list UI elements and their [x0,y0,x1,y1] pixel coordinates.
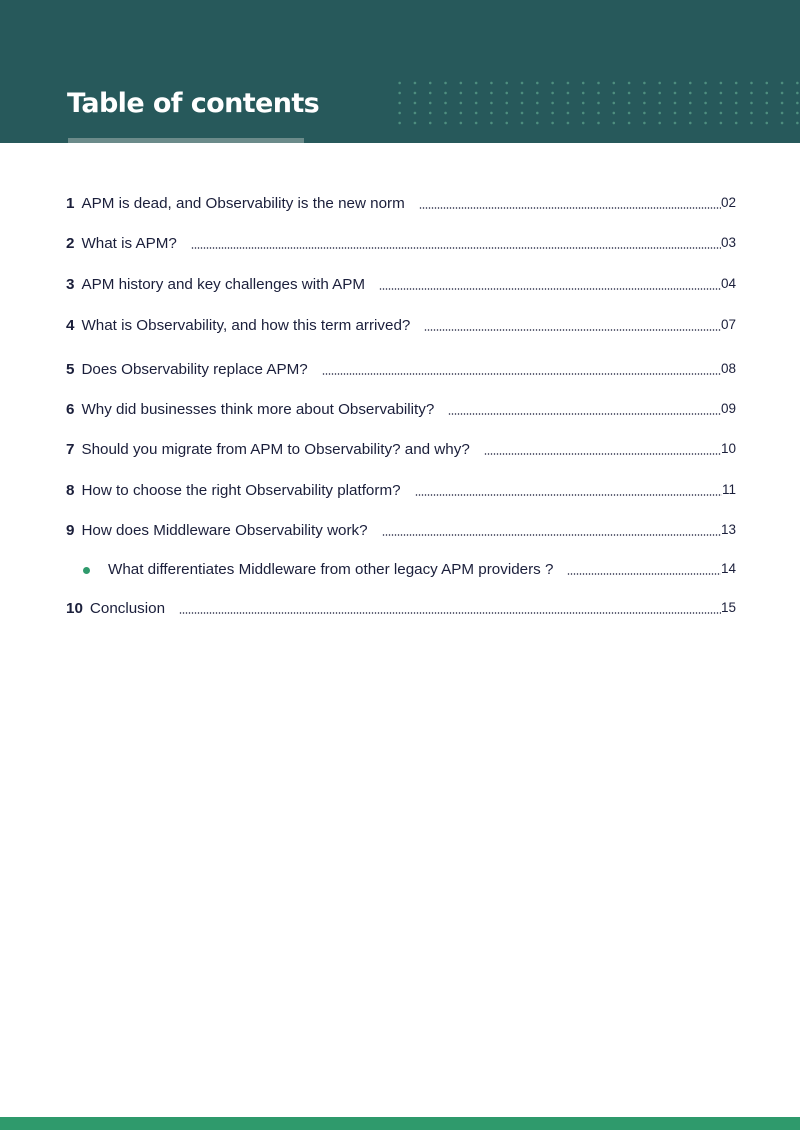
toc-dot-leader [179,612,721,614]
toc-dot-leader [322,373,721,375]
toc-entry-6[interactable] [66,396,736,420]
toc-entry-number: 6 [66,401,75,418]
toc-entry-title: APM history and key challenges with APM [81,276,366,293]
page-title: Table of contents [67,88,320,119]
footer-accent-bar [0,1117,800,1130]
toc-entry-8[interactable] [66,477,736,501]
toc-entry-page: 04 [720,276,736,291]
toc-entry-title: Should you migrate from APM to Observability? and why? [81,441,470,458]
toc-entry-title: Does Observability replace APM? [81,361,308,378]
toc-entry-title: What is APM? [81,235,177,252]
toc-dot-leader [448,413,721,415]
toc-entry-title: How to choose the right Observability platform? [81,482,401,499]
toc-dot-leader [424,329,721,331]
toc-entry-number: 5 [66,361,75,378]
toc-entry-page: 15 [720,600,736,615]
toc-entry-title: How does Middleware Observability work? [81,522,368,539]
toc-dot-leader [419,207,721,209]
toc-entry-2[interactable] [66,230,736,254]
toc-entry-title: Why did businesses think more about Observability? [81,401,435,418]
toc-entry-9[interactable] [66,517,736,541]
toc-entry-page: 13 [720,522,736,537]
toc-dot-leader [379,288,721,290]
toc-entry-page: 03 [720,235,736,250]
toc-entry-number: 7 [66,441,75,458]
toc-entry-title: Conclusion [89,600,166,617]
toc-entry-4[interactable] [66,312,736,336]
toc-entry-7[interactable] [66,436,736,460]
toc-entry-number: 2 [66,235,75,252]
toc-entry-5[interactable] [66,356,736,380]
toc-entry-title: What differentiates Middleware from other legacy APM providers ? [108,561,554,578]
toc-entry-3[interactable] [66,271,736,295]
bullet-icon [83,567,90,574]
toc-dot-leader [191,247,721,249]
toc-entry-page: 11 [721,482,736,497]
toc-entry-page: 14 [720,561,736,576]
toc-dot-leader [484,453,721,455]
toc-dot-leader [567,573,721,575]
toc-dot-leader [382,534,721,536]
toc-entry-page: 10 [720,441,736,456]
toc-dot-leader [415,494,722,496]
toc-entry-number: 8 [66,482,75,499]
toc-entry-10[interactable] [66,595,736,619]
toc-subentry-9-1[interactable] [66,556,736,580]
toc-entry-number: 3 [66,276,75,293]
toc-entry-1[interactable] [66,190,736,214]
toc-entry-title: What is Observability, and how this term arrived? [81,317,411,334]
toc-entry-page: 02 [720,195,736,210]
toc-entry-number: 9 [66,522,75,539]
toc-entry-number: 10 [66,600,83,617]
toc-entry-number: 4 [66,317,75,334]
toc-entry-page: 08 [720,361,736,376]
toc-entry-number: 1 [66,195,75,212]
toc-entry-page: 09 [720,401,736,416]
toc-entry-page: 07 [720,317,736,332]
toc-entry-title: APM is dead, and Observability is the new norm [81,195,405,212]
